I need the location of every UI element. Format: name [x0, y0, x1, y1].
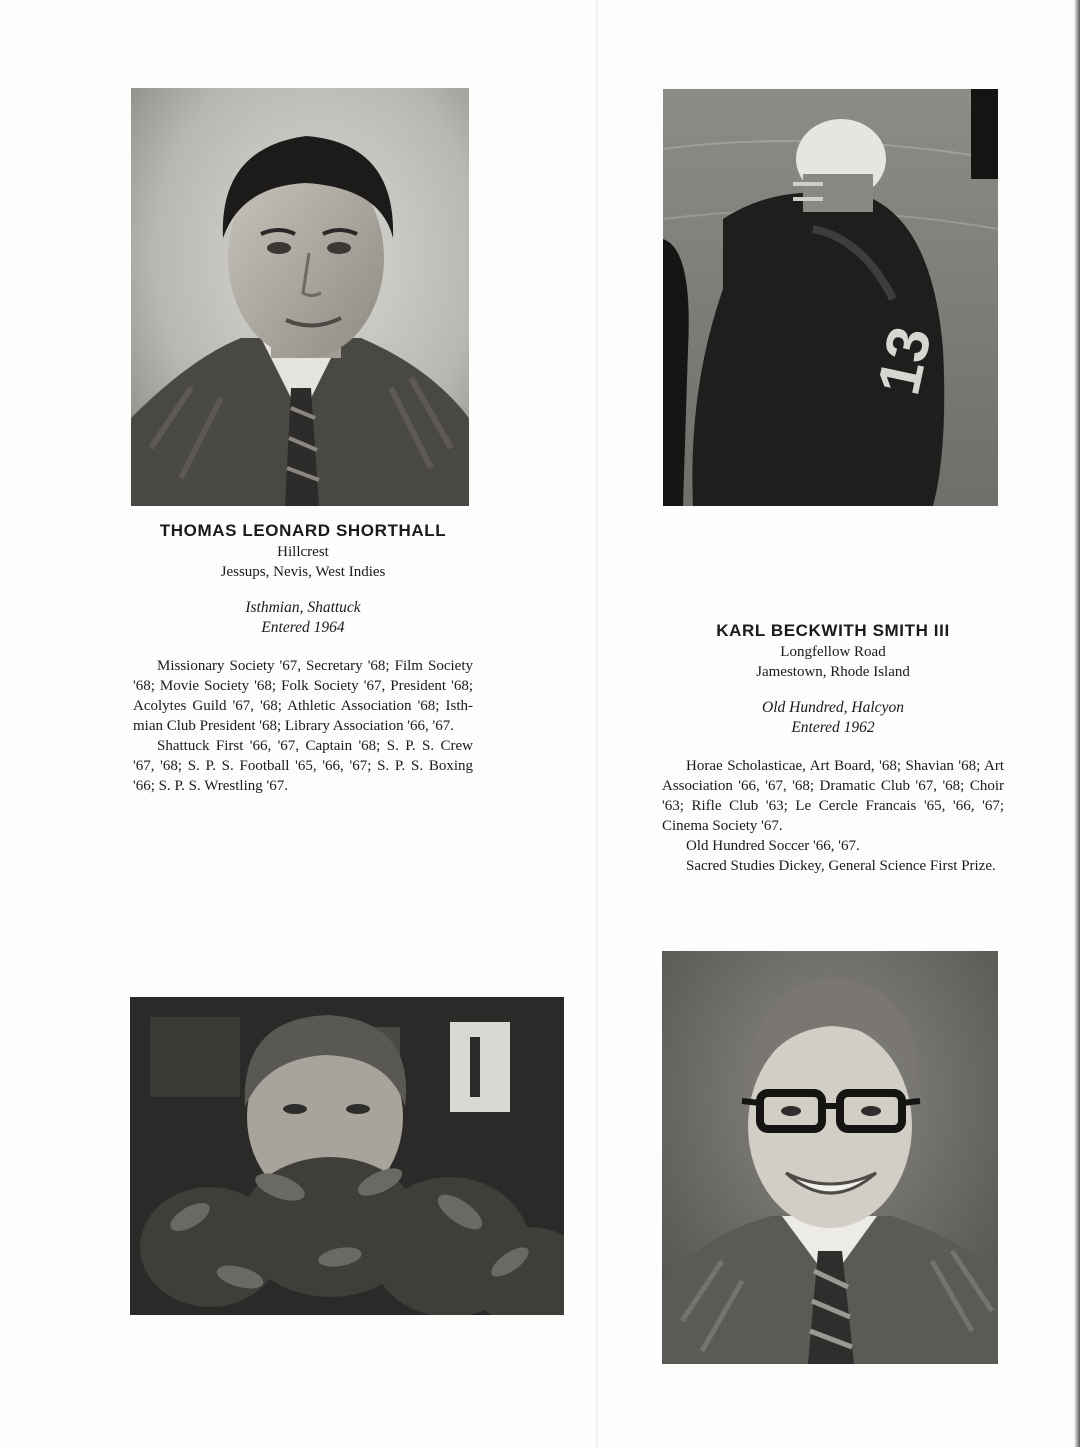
candid-plants-image [130, 997, 564, 1315]
page-edge-shadow [1074, 0, 1080, 1447]
activities-paragraph: Old Hundred Soccer '66, '67. [686, 838, 860, 854]
photo-candid-plants [130, 997, 564, 1315]
svg-text:13: 13 [864, 321, 944, 401]
student-name: THOMAS LEONARD SHORTHALL [159, 521, 447, 540]
address-line-2: Jessups, Nevis, West Indies [220, 564, 386, 580]
portrait-shorthall-image [131, 88, 469, 506]
bio-smith [662, 620, 1004, 876]
activities-paragraph: Shattuck First '66, '67, Captain '68; S. P. S. Crew '67, '68; S. P. S. Football '65, '66, '67; S. P. S. Boxing '66; S. P. S. Wrestling '67. [133, 738, 473, 794]
activities-list [133, 656, 473, 796]
houses: Old Hundred, Halcyon [762, 699, 904, 716]
page-gutter [596, 0, 598, 1447]
portrait-smith-image [662, 951, 998, 1364]
student-name: KARL BECKWITH SMITH III [716, 621, 950, 640]
activities-paragraph: Missionary Society '67, Secretary '68; Film Society '68; Movie Society '68; Folk Society '67, President '68; Acolytes Guild '67, '68; Athletic Association '68; Isthmian Club President '68; Library Association '66, '67. [133, 658, 473, 734]
activities-paragraph: Sacred Studies Dickey, General Science First Prize. [686, 858, 996, 874]
activities-paragraph: Horae Scholasticae, Art Board, '68; Shavian '68; Art Association '66, '67, '68; Dramatic Club '67, '68; Choir '63; Rifle Club '63; Le Cercle Francais '65, '66, '67; Cinema Society '67. [662, 758, 1004, 834]
address-line-1: Hillcrest [277, 544, 329, 560]
address-line-1: Longfellow Road [780, 644, 886, 660]
activities-list [662, 756, 1004, 876]
football-player-image [663, 89, 998, 506]
photo-football-player [663, 89, 998, 506]
entered-year: Entered 1962 [791, 719, 875, 736]
photo-portrait-shorthall [131, 88, 469, 506]
photo-portrait-smith [662, 951, 998, 1364]
houses: Isthmian, Shattuck [245, 599, 361, 616]
entered-year: Entered 1964 [261, 619, 345, 636]
bio-shorthall [133, 520, 473, 796]
address-line-2: Jamestown, Rhode Island [756, 664, 910, 680]
